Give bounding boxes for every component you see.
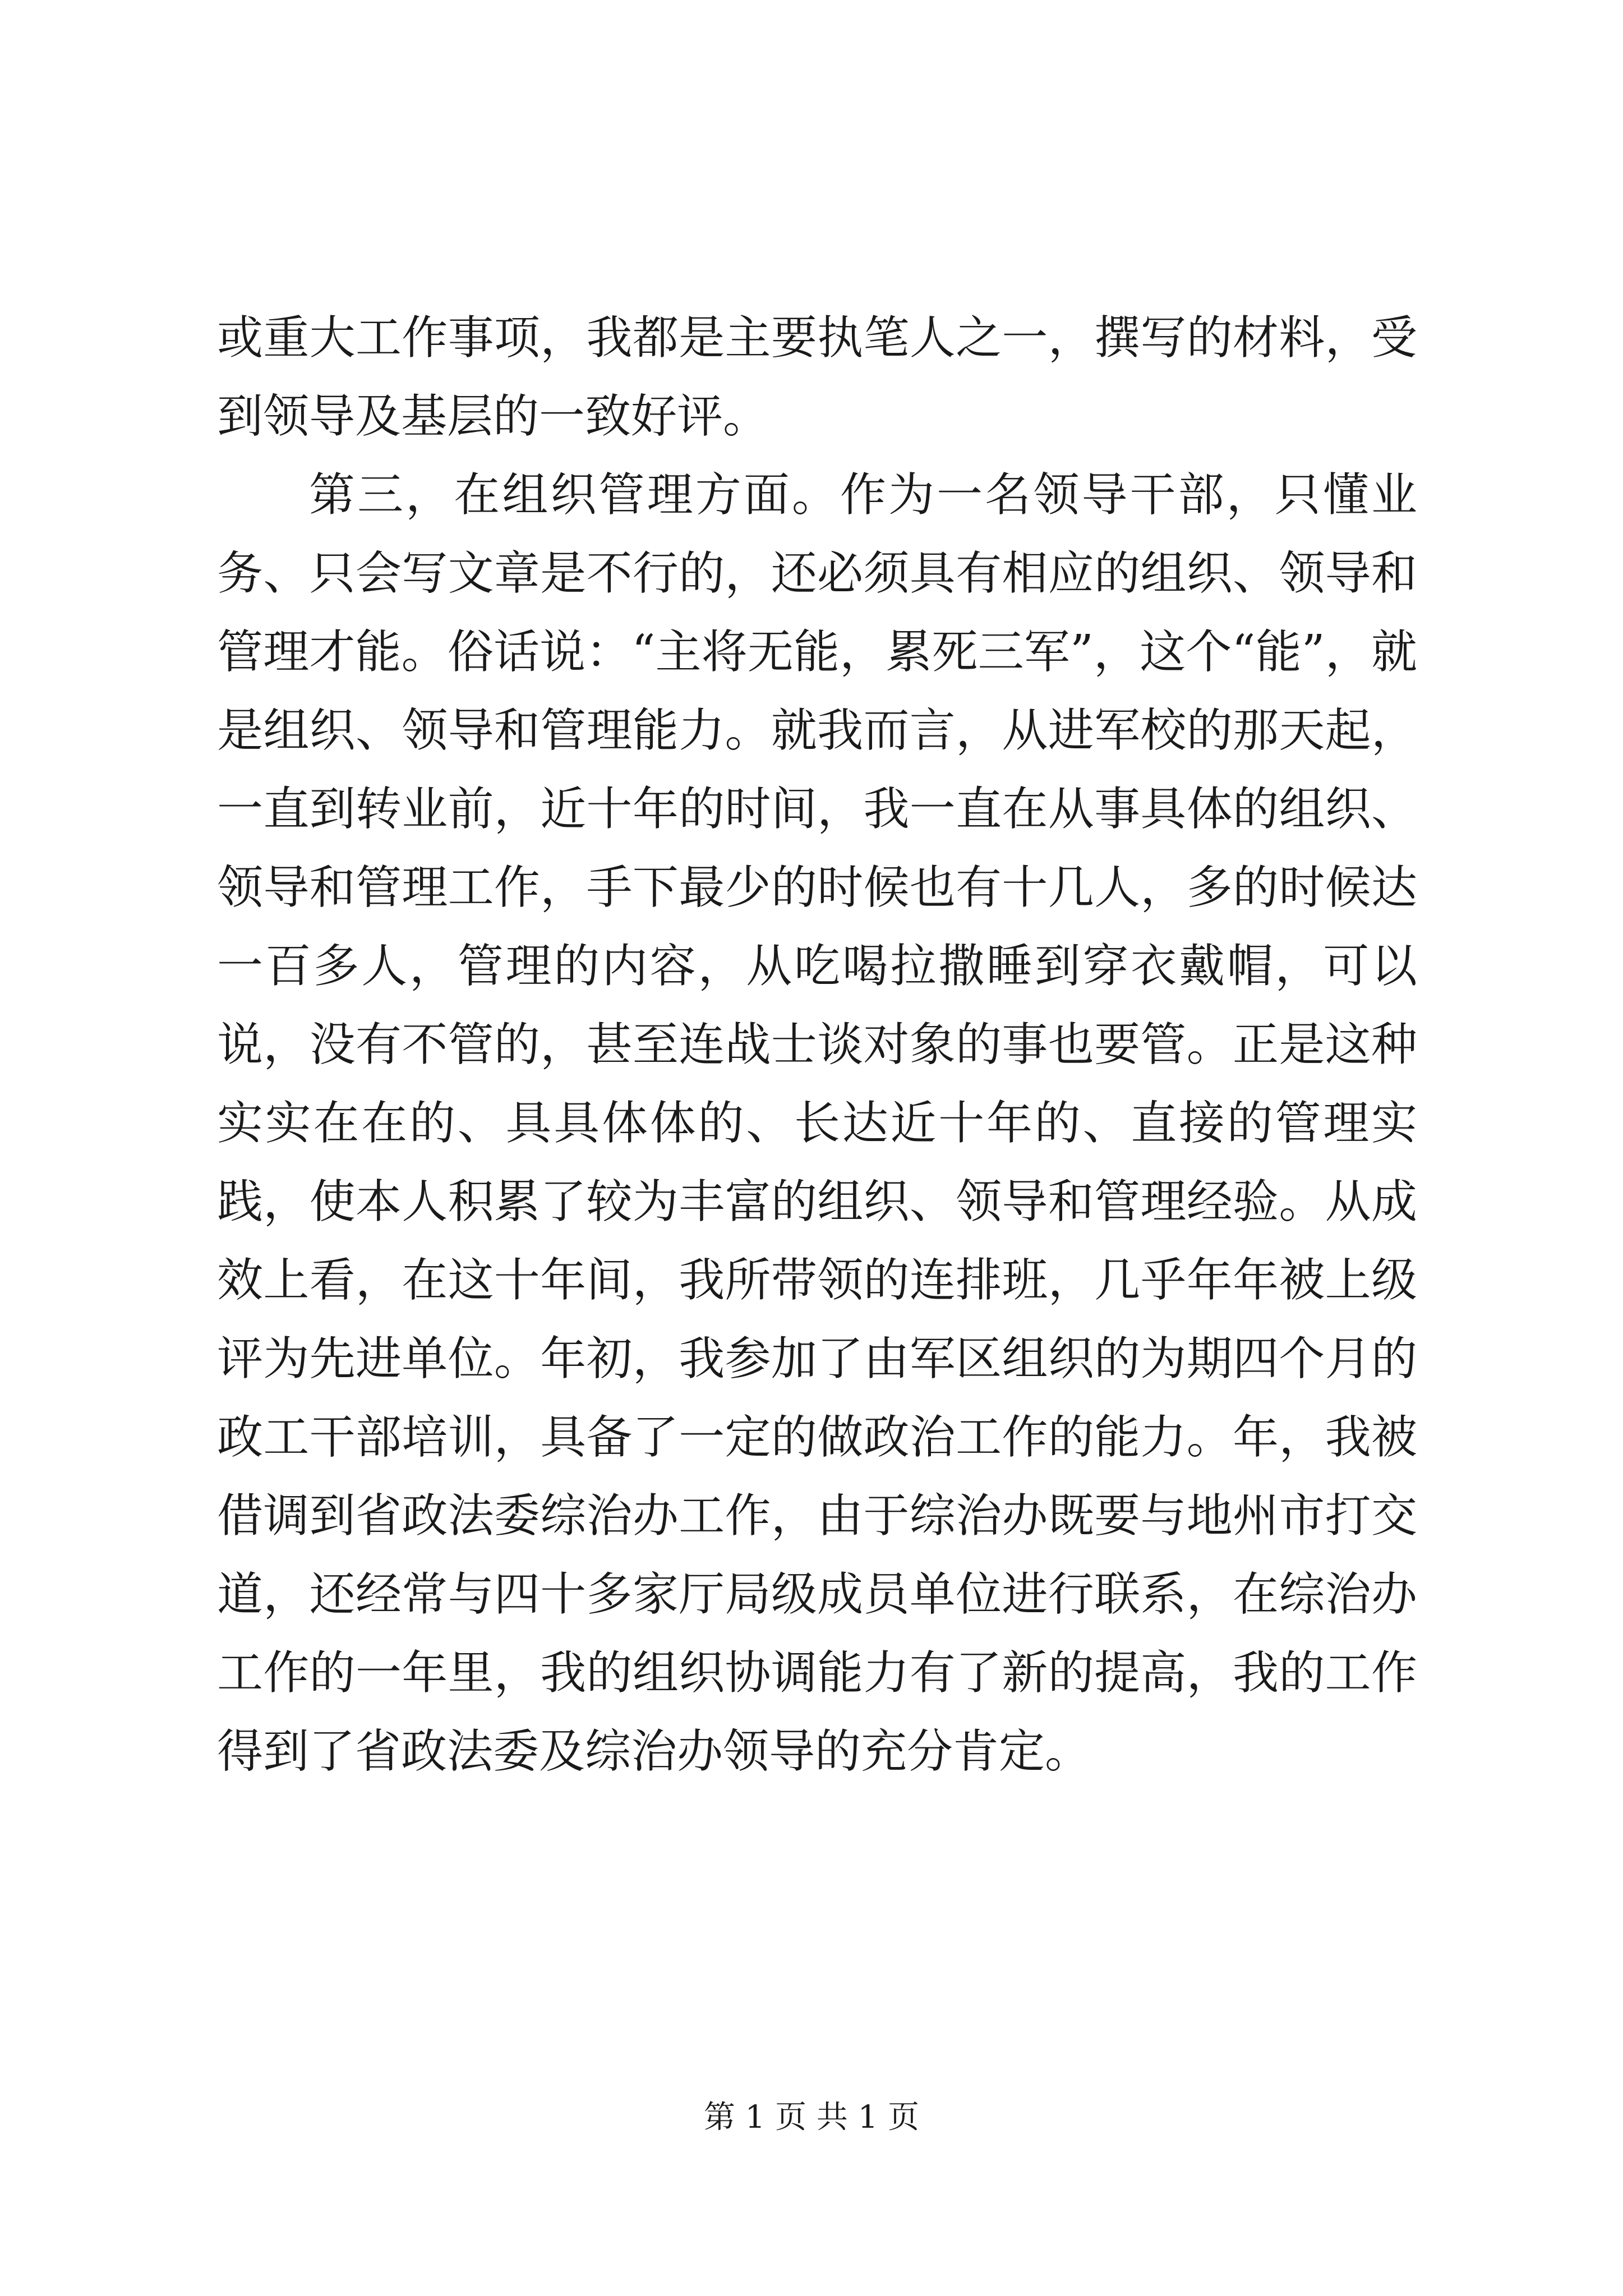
document-body — [217, 299, 1417, 1791]
paragraph-2: 第三，在组织管理方面。作为一名领导干部，只懂业务、只会写文章是不行的，还必须具有相应的组织、领导和管理才能。俗话说：“主将无能，累死三军”，这个“能”，就是组织、领导和管理能力。就我而言，从进军校的那天起，一直到转业前，近十年的时间，我一直在从事具体的组织、领导和管理工作，手下最少的时候也有十几人，多的时候达一百多人，管理的内容，从吃喝拉撒睡到穿衣戴帽，可以说，没有不管的，甚至连战士谈对象的事也要管。正是这种实实在在的、具具体体的、长达近十年的、直接的管理实践，使本人积累了较为丰富的组织、领导和管理经验。从成效上看，在这十年间，我所带领的连排班，几乎年年被上级评为先进单位。年初，我参加了由军区组织的为期四个月的政工干部培训，具备了一定的做政治工作的能力。年，我被借调到省政法委综治办工作，由于综治办既要与地州市打交道，还经常与四十多家厅局级成员单位进行联系，在综治办工作的一年里，我的组织协调能力有了新的提高，我的工作得到了省政法委及综治办领导的充分肯定。 — [217, 468, 1417, 1778]
page-number-footer: 第 1 页 共 1 页 — [703, 2099, 920, 2136]
paragraph-1: 或重大工作事项，我都是主要执笔人之一，撰写的材料，受到领导及基层的一致好评。 — [217, 311, 1417, 443]
